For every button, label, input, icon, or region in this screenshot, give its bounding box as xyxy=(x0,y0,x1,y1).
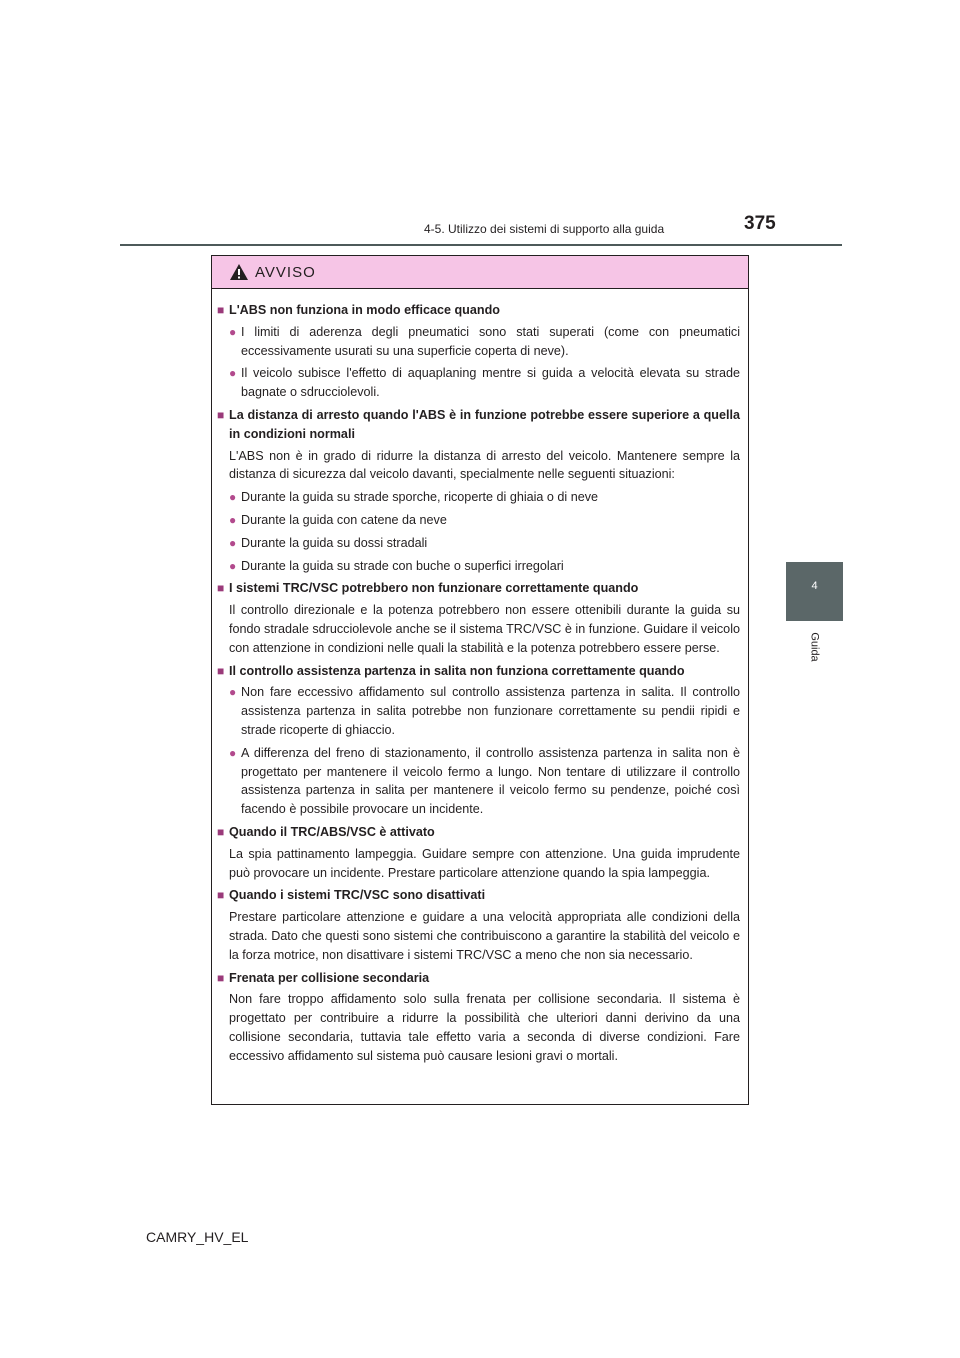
warning-heading xyxy=(217,886,740,905)
heading-text: Quando il TRC/ABS/VSC è attivato xyxy=(229,824,435,839)
bullet-text: Il veicolo subisce l'effetto di aquaplaning mentre si guida a velocità elevata su strade bagnate o sdrucciolevoli. xyxy=(241,366,740,400)
square-icon: ■ xyxy=(217,663,225,678)
warning-triangle-icon xyxy=(229,263,249,281)
section-title: 4-5. Utilizzo dei sistemi di supporto alla guida xyxy=(424,222,665,236)
heading-text: L'ABS non funziona in modo efficace quando xyxy=(229,303,500,317)
page-number: 375 xyxy=(744,213,776,234)
chapter-label xyxy=(787,624,842,670)
bullet-item xyxy=(217,744,740,819)
bullet-text: Durante la guida su dossi stradali xyxy=(241,535,428,550)
bullet-item xyxy=(217,364,740,402)
warning-body xyxy=(212,289,748,1065)
warning-heading xyxy=(217,969,740,988)
paragraph: L'ABS non è in grado di ridurre la distanza di arresto del veicolo. Mantenere sempre la distanza di sicurezza dal veicolo davanti, specialmente nelle seguenti situazioni: xyxy=(229,448,740,482)
bullet-item xyxy=(217,488,740,507)
bullet-item xyxy=(217,534,740,553)
circle-bullet-icon: ● xyxy=(229,324,237,339)
bullet-text: Durante la guida su strade sporche, ricoperte di ghiaia o di neve xyxy=(241,490,599,505)
circle-bullet-icon: ● xyxy=(229,512,237,527)
square-icon: ■ xyxy=(217,824,225,839)
bullet-text: I limiti di aderenza degli pneumatici sono stati superati (come con pneumatici eccessivamente usurati su una superficie coperta di neve). xyxy=(241,324,740,358)
heading-text: Il controllo assistenza partenza in salita non funziona correttamente quando xyxy=(229,663,685,678)
header-divider xyxy=(120,244,842,246)
circle-bullet-icon: ● xyxy=(229,745,237,760)
paragraph: Il controllo direzionale e la potenza potrebbero non essere ottenibili durante la guida su fondo stradale sdrucciolevole anche se il sistema TRC/VSC è in funzione. Guidare il veicolo con attenzione in condizioni nelle quali la stabilità e la potenza potrebbero essere perse. xyxy=(229,603,740,655)
chapter-label-text: Guida xyxy=(808,632,821,662)
heading-text: Quando i sistemi TRC/VSC sono disattivati xyxy=(229,888,486,903)
bullet-item xyxy=(217,557,740,576)
square-icon: ■ xyxy=(217,303,225,317)
bullet-text: A differenza del freno di stazionamento, il controllo assistenza partenza in salita non è progettato per mantenere il veicolo fermo a lungo. Non tentare di utilizzare il controllo assistenza partenza in salita per mantenere il veicolo fermo su pendenze, poiché così facendo è possibile provocare un incidente. xyxy=(241,745,740,817)
warning-header xyxy=(212,256,748,289)
warning-heading xyxy=(217,301,740,320)
circle-bullet-icon: ● xyxy=(229,490,237,505)
warning-box xyxy=(211,255,749,1105)
square-icon: ■ xyxy=(217,581,225,596)
bullet-item xyxy=(217,323,740,361)
warning-heading xyxy=(217,579,740,598)
document-code: CAMRY_HV_EL xyxy=(146,1229,249,1245)
heading-text: I sistemi TRC/VSC potrebbero non funzionare correttamente quando xyxy=(229,581,639,596)
bullet-item xyxy=(217,511,740,530)
circle-bullet-icon: ● xyxy=(229,558,237,573)
bullet-text: Non fare eccessivo affidamento sul controllo assistenza partenza in salita. Il controllo assistenza partenza in salita potrebbe non funzionare correttamente su pendii ripidi e strade ricoperte di ghiaccio. xyxy=(241,685,740,737)
bullet-item xyxy=(217,683,740,739)
paragraph: Prestare particolare attenzione e guidare a una velocità appropriata alle condizioni della strada. Dato che questi sono sistemi che contribuiscono a garantire la stabilità del veicolo e la forza motrice, non disattivare i sistemi TRC/VSC a meno che non sia necessario. xyxy=(229,910,740,962)
bullet-text: Durante la guida su strade con buche o superfici irregolari xyxy=(241,558,564,573)
circle-bullet-icon: ● xyxy=(229,535,237,550)
warning-heading xyxy=(217,823,740,842)
warning-heading xyxy=(217,662,740,681)
square-icon: ■ xyxy=(217,407,225,422)
circle-bullet-icon: ● xyxy=(229,366,237,381)
heading-text: Frenata per collisione secondaria xyxy=(229,970,430,985)
paragraph: Non fare troppo affidamento solo sulla frenata per collisione secondaria. Il sistema è progettato per contribuire a ridurre la possibilità che ulteriori danni derivino da una collisione secondaria, tuttavia tale effetto varia a seconda di diverse condizioni. Fare eccessivo affidamento sul sistema può causare lesioni gravi o mortali. xyxy=(229,992,740,1063)
circle-bullet-icon: ● xyxy=(229,685,237,700)
heading-text: La distanza di arresto quando l'ABS è in funzione potrebbe essere superiore a quella in condizioni normali xyxy=(229,407,740,441)
warning-title: AVVISO xyxy=(255,263,316,281)
square-icon: ■ xyxy=(217,970,225,985)
paragraph: La spia pattinamento lampeggia. Guidare sempre con attenzione. Una guida imprudente può provocare un incidente. Prestare particolare attenzione quando la spia lampeggia. xyxy=(229,846,740,880)
bullet-text: Durante la guida con catene da neve xyxy=(241,512,447,527)
chapter-tab[interactable]: 4 xyxy=(786,562,843,621)
warning-heading xyxy=(217,406,740,444)
square-icon: ■ xyxy=(217,888,225,903)
